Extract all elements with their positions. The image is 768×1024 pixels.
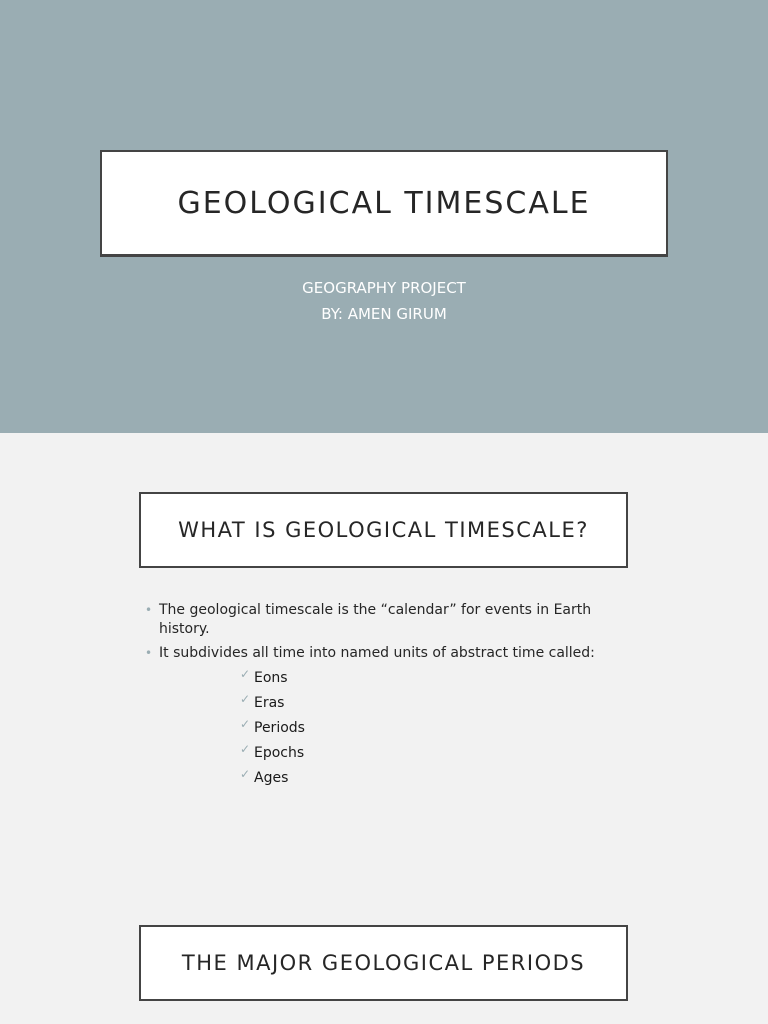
bullet-text: The geological timescale is the “calendar” for events in Earth history. <box>159 602 592 637</box>
time-unit-label: Periods <box>254 720 305 736</box>
section-title-box <box>139 925 628 1001</box>
list-item <box>240 768 305 793</box>
list-item <box>145 644 625 663</box>
section-title: THE MAJOR GEOLOGICAL PERIODS <box>181 951 586 975</box>
bullet-text: It subdivides all time into named units of abstract time called: <box>159 645 595 661</box>
title-box <box>100 150 668 257</box>
subtitle-author: BY: AMEN GIRUM <box>321 305 447 323</box>
checkmark-icon: ✓ <box>240 767 251 781</box>
bullet-list <box>145 601 625 668</box>
time-units-list <box>240 668 305 793</box>
bullet-dot-icon: • <box>145 603 153 617</box>
list-item <box>145 601 625 639</box>
slide-title: GEOLOGICAL TIMESCALE <box>177 185 591 221</box>
subtitle-project: GEOGRAPHY PROJECT <box>302 279 466 297</box>
time-unit-label: Eons <box>254 670 288 686</box>
checkmark-icon: ✓ <box>240 667 251 681</box>
time-unit-label: Ages <box>254 770 289 786</box>
section-title-box <box>139 492 628 568</box>
title-slide <box>0 0 768 433</box>
checkmark-icon: ✓ <box>240 692 251 706</box>
time-unit-label: Epochs <box>254 745 305 761</box>
checkmark-icon: ✓ <box>240 717 251 731</box>
checkmark-icon: ✓ <box>240 742 251 756</box>
section-title: WHAT IS GEOLOGICAL TIMESCALE? <box>178 518 589 542</box>
bullet-dot-icon: • <box>145 646 153 660</box>
time-unit-label: Eras <box>254 695 285 711</box>
